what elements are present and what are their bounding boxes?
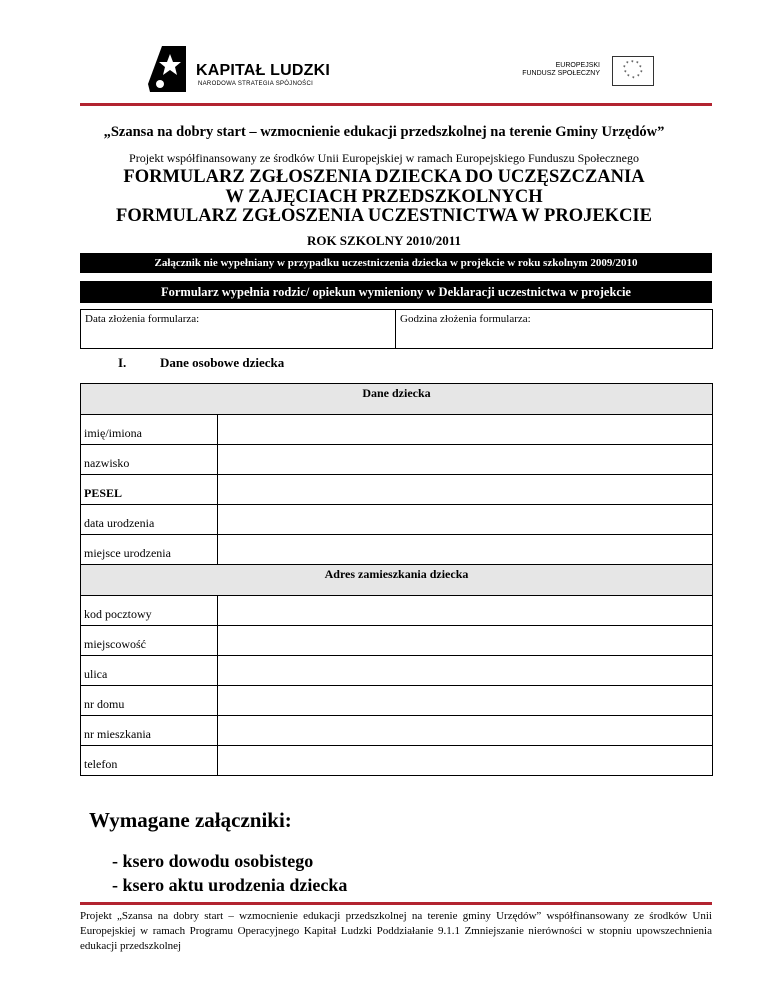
row-label: PESEL — [81, 475, 218, 505]
svg-text:*: * — [624, 70, 627, 76]
section-number: I. — [118, 355, 127, 370]
header-divider — [80, 103, 712, 106]
last-name-field[interactable] — [218, 445, 713, 475]
row-label: kod pocztowy — [81, 596, 218, 626]
logo-left-title: KAPITAŁ LUDZKI — [196, 62, 331, 79]
svg-text:*: * — [631, 60, 634, 66]
svg-text:*: * — [623, 65, 626, 71]
attachment-item: - ksero aktu urodzenia dziecka — [112, 875, 348, 895]
birth-date-field[interactable] — [218, 505, 713, 535]
cofinance-note: Projekt współfinansowany ze środków Unii Europejskiej w ramach Europejskiego Funduszu Społecznego — [129, 151, 639, 165]
postal-code-field[interactable] — [218, 596, 713, 626]
house-number-field[interactable] — [218, 686, 713, 716]
row-label: miejsce urodzenia — [81, 535, 218, 565]
logo-left-subtitle: NARODOWA STRATEGIA SPÓJNOŚCI — [198, 81, 314, 87]
child-data-header: Dane dziecka — [81, 384, 713, 415]
row-label: nazwisko — [81, 445, 218, 475]
phone-field[interactable] — [218, 746, 713, 776]
row-label: imię/imiona — [81, 415, 218, 445]
street-field[interactable] — [218, 656, 713, 686]
svg-text:*: * — [627, 74, 630, 80]
city-field[interactable] — [218, 626, 713, 656]
row-label: data urodzenia — [81, 505, 218, 535]
row-label: ulica — [81, 656, 218, 686]
efs-line2: FUNDUSZ SPOŁECZNY — [522, 70, 600, 77]
address-header: Adres zamieszkania dziecka — [81, 565, 713, 596]
form-title-line1: FORMULARZ ZGŁOSZENIA DZIECKA DO UCZĘSZCZANIA — [123, 167, 645, 187]
apartment-number-field[interactable] — [218, 716, 713, 746]
svg-text:*: * — [637, 74, 640, 80]
date-label: Data złożenia formularza: — [85, 313, 200, 325]
efs-line1: EUROPEJSKI — [555, 62, 600, 69]
svg-text:*: * — [640, 70, 643, 76]
kapital-ludzki-emblem-icon — [148, 44, 196, 94]
birth-place-field[interactable] — [218, 535, 713, 565]
first-name-field[interactable] — [218, 415, 713, 445]
form-title-line2: W ZAJĘCIACH PRZEDSZKOLNYCH — [225, 187, 543, 207]
row-label: nr domu — [81, 686, 218, 716]
svg-text:*: * — [636, 61, 639, 67]
eu-flag-icon — [612, 56, 654, 86]
row-label: miejscowość — [81, 626, 218, 656]
time-label: Godzina złożenia formularza: — [400, 313, 531, 325]
project-title: „Szansa na dobry start – wzmocnienie edukacji przedszkolnej na terenie Gminy Urzędów” — [103, 124, 665, 140]
child-data-table — [80, 383, 713, 776]
attachments-title: Wymagane załączniki: — [89, 808, 292, 832]
footer-divider — [80, 902, 712, 905]
row-label: nr mieszkania — [81, 716, 218, 746]
submission-date-table — [80, 309, 713, 349]
footer-text: Projekt „Szansa na dobry start – wzmocnienie edukacji przedszkolnej na terenie gminy Urzędów” współfinansowany ze środków Unii Europejskiej w ramach Programu Operacyjnego Kapitał Ludzki Poddziałanie 9.1.1 Zmniejszanie nierówności w stopniu upowszechnienia edukacji przedszkolnej — [80, 910, 712, 952]
svg-text:*: * — [626, 61, 629, 67]
notice-bar-2: Formularz wypełnia rodzic/ opiekun wymieniony w Deklaracji uczestnictwa w projekcie — [80, 281, 712, 303]
date-field[interactable] — [81, 310, 396, 349]
pesel-field[interactable] — [218, 475, 713, 505]
svg-text:*: * — [632, 76, 635, 82]
time-field[interactable] — [396, 310, 713, 349]
form-title-line3: FORMULARZ ZGŁOSZENIA UCZESTNICTWA W PROJEKCIE — [116, 206, 652, 226]
row-label: telefon — [81, 746, 218, 776]
efs-logo-text — [470, 62, 600, 78]
notice-bar-1: Załącznik nie wypełniany w przypadku uczestniczenia dziecka w projekcie w roku szkolnym 2009/2010 — [80, 253, 712, 273]
attachment-item: - ksero dowodu osobistego — [112, 851, 314, 871]
svg-text:*: * — [639, 65, 642, 71]
school-year: ROK SZKOLNY 2010/2011 — [306, 233, 462, 248]
section-title: Dane osobowe dziecka — [160, 355, 285, 370]
